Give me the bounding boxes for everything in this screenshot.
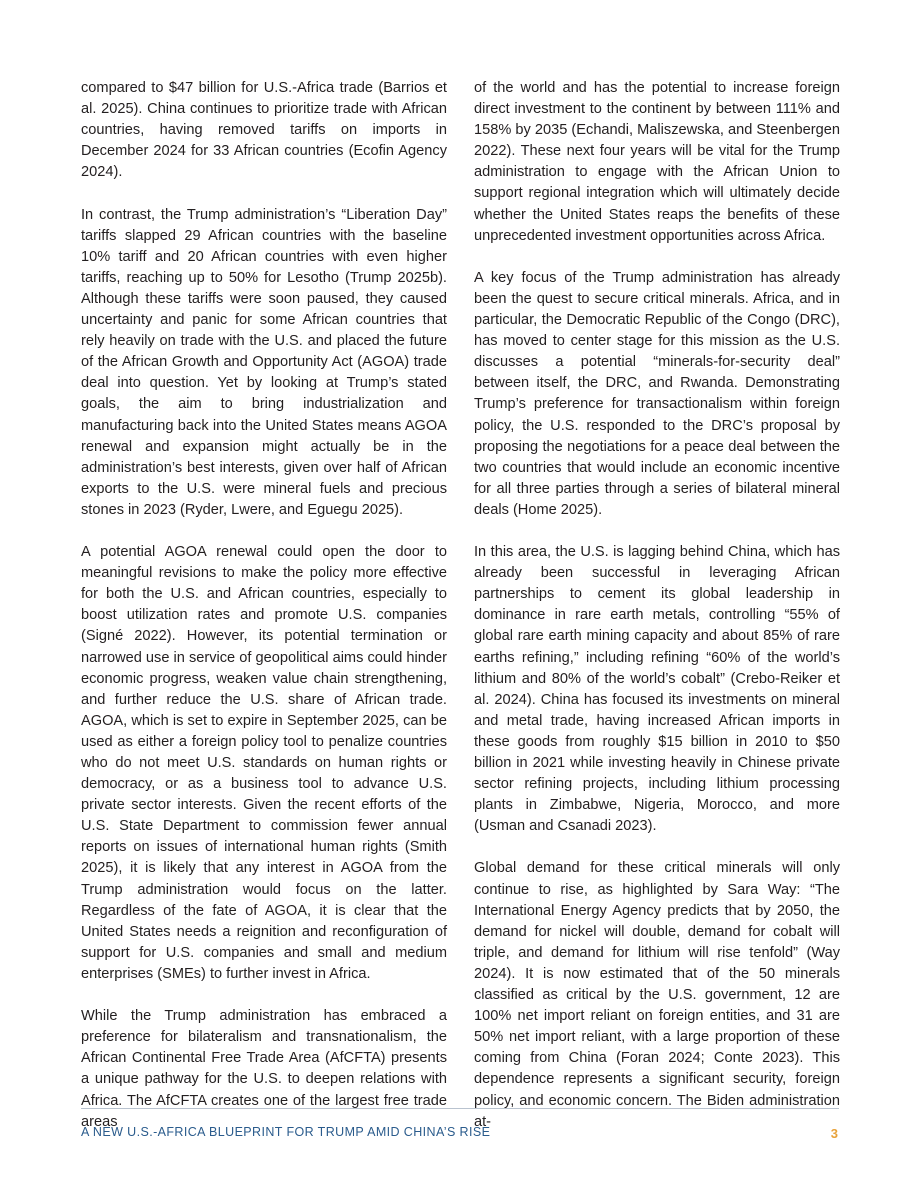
paragraph: In contrast, the Trump administration’s “Liberation Day” tariffs slapped 29 African countries with the baseline 10% tariff and 20 African countries with even higher tariffs, reaching up to 50% for Lesotho (Trump 2025b). Although these tariffs were soon paused, they caused uncertainty and panic for some African countries that rely heavily on trade with the U.S. and placed the future of the African Growth and Opportunity Act (AGOA) trade deal into question. Yet by looking at Trump’s stated goals, the aim to bring industrialization and manufacturing back into the United States means AGOA renewal and expansion might actually be in the administration’s best interests, given over half of African exports to the U.S. were mineral fuels and precious stones in 2023 (Ryder, Lwere, and Eguegu 2025). <box>81 206 447 518</box>
paragraph: of the world and has the potential to increase foreign direct investment to the continent by between 111% and 158% by 2035 (Echandi, Maliszewska, and Steenbergen 2022). These next four years will be vital for the Trump administration to engage with the African Union to support regional integration which will ultimately decide whether the United States reaps the benefits of these unprecedented investment opportunities across Africa. <box>474 80 840 244</box>
page-number: 3 <box>830 1126 838 1141</box>
footer-divider <box>81 1108 839 1109</box>
paragraph: A potential AGOA renewal could open the door to meaningful revisions to make the policy more effective for both the U.S. and African countries, especially to boost utilization rates and promote U.S. companies (Signé 2022). However, its potential termination or narrowed use in service of geopolitical aims could hinder economic progress, weaken value chain strengthening, and further reduce the U.S. share of African trade. AGOA, which is set to expire in September 2025, can be used as either a foreign policy tool to penalize countries who do not meet U.S. standards on human rights or democracy, or as a business tool to advance U.S. private sector interests. Given the recent efforts of the U.S. State Department to commission fewer annual reports on issues of international human rights (Smith 2025), it is likely that any interest in AGOA from the Trump administration would focus on the latter. Regardless of the fate of AGOA, it is clear that the United States needs a reignition and reconfiguration of support for U.S. companies and small and medium enterprises (SMEs) to further invest in Africa. <box>81 544 447 982</box>
right-column <box>474 78 840 1154</box>
paragraph: While the Trump administration has embraced a preference for bilateralism and transnationalism, the African Continental Free Trade Area (AfCFTA) presents a unique pathway for the U.S. to deepen relations with Africa. The AfCFTA creates one of the largest free trade areas <box>81 1008 447 1130</box>
footer-title: A NEW U.S.-AFRICA BLUEPRINT FOR TRUMP AMID CHINA’S RISE <box>81 1125 491 1139</box>
paragraph: Global demand for these critical minerals will only continue to rise, as highlighted by Sara Way: “The International Energy Agency predicts that by 2050, the demand for nickel will double, demand for cobalt will triple, and demand for lithium will rise tenfold” (Way 2024). It is now estimated that of the 50 minerals classified as critical by the U.S. government, 12 are 100% net import reliant on foreign entities, and 31 are 50% net import reliant, with a large proportion of these coming from China (Foran 2024; Conte 2023). This dependence represents a significant security, foreign policy, and economic concern. The Biden administration at- <box>474 860 840 1130</box>
paragraph: compared to $47 billion for U.S.-Africa trade (Barrios et al. 2025). China continues to prioritize trade with African countries, having removed tariffs on imports in December 2024 for 33 African countries (Ecofin Agency 2024). <box>81 80 447 181</box>
paragraph: In this area, the U.S. is lagging behind China, which has already been successful in leveraging African partnerships to cement its global leadership in dominance in rare earth metals, controlling “55% of global rare earth mining capacity and about 85% of rare earths refining,” including refining “60% of the world’s lithium and 80% of the world’s cobalt” (Crebo-Reiker et al. 2024). China has focused its investments on mineral and metal trade, having increased African imports in these goods from roughly $15 billion in 2010 to $50 billion in 2021 while investing heavily in Chinese private sector refining projects, including lithium processing plants in Zimbabwe, Nigeria, Morocco, and more (Usman and Csanadi 2023). <box>474 544 840 835</box>
paragraph: A key focus of the Trump administration has already been the quest to secure critical minerals. Africa, and in particular, the Democratic Republic of the Congo (DRC), has moved to center stage for this mission as the U.S. discusses a potential “minerals-for-security deal” between itself, the DRC, and Rwanda. Demonstrating Trump’s preference for transactionalism within foreign policy, the U.S. responded to the DRC’s proposal by proposing the negotiations for a peace deal between the two countries that would include an economic incentive for all three parties through a series of bilateral mineral deals (Home 2025). <box>474 269 840 518</box>
left-column <box>81 78 447 1154</box>
